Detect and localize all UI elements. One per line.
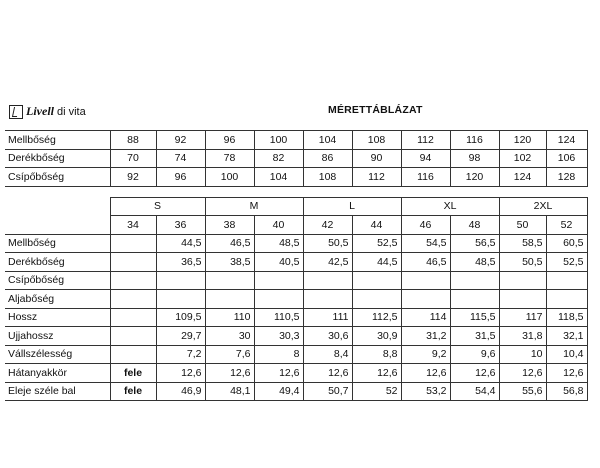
measure-cell: 109,5 <box>156 308 205 327</box>
measure-cell: 31,5 <box>450 327 499 346</box>
size-number: 44 <box>352 216 401 235</box>
measure-cell: 117 <box>499 308 546 327</box>
measure-cell: 94 <box>401 149 450 168</box>
measure-cell: 12,6 <box>450 364 499 383</box>
measure-cell: 112,5 <box>352 308 401 327</box>
measure-cell: 44,5 <box>352 253 401 272</box>
row-label: Derékbőség <box>5 253 110 272</box>
measure-cell <box>352 290 401 309</box>
row-label: Csípőbőség <box>5 168 110 187</box>
measure-cell <box>205 290 254 309</box>
corner-cell <box>5 216 110 235</box>
note-cell <box>110 253 156 272</box>
size-group-header: XL <box>401 197 499 216</box>
measure-cell: 46,9 <box>156 382 205 401</box>
measure-cell: 86 <box>303 149 352 168</box>
measure-cell: 56,5 <box>450 234 499 253</box>
measure-cell <box>499 271 546 290</box>
size-number: 38 <box>205 216 254 235</box>
measure-cell <box>401 290 450 309</box>
measure-cell <box>205 271 254 290</box>
brand-logo <box>9 104 86 119</box>
note-cell: fele <box>110 382 156 401</box>
brand-sub: di vita <box>56 105 86 118</box>
measure-cell: 111 <box>303 308 352 327</box>
measure-cell: 74 <box>156 149 205 168</box>
measure-cell <box>499 290 546 309</box>
size-number: 42 <box>303 216 352 235</box>
measure-cell: 48,1 <box>205 382 254 401</box>
measure-cell: 12,6 <box>156 364 205 383</box>
measure-cell <box>156 271 205 290</box>
measure-cell: 96 <box>205 131 254 150</box>
size-number: 46 <box>401 216 450 235</box>
row-label: Ujjahossz <box>5 327 110 346</box>
note-cell <box>110 271 156 290</box>
measure-cell: 58,5 <box>499 234 546 253</box>
measure-cell: 104 <box>254 168 303 187</box>
garment-measure-row <box>5 327 587 346</box>
header <box>5 97 587 130</box>
measure-cell: 70 <box>110 149 156 168</box>
measure-cell: 30,3 <box>254 327 303 346</box>
garment-measure-row <box>5 234 587 253</box>
measure-cell: 54,4 <box>450 382 499 401</box>
measure-cell: 118,5 <box>546 308 587 327</box>
size-number: 48 <box>450 216 499 235</box>
measure-cell: 50,5 <box>303 234 352 253</box>
note-cell <box>110 327 156 346</box>
measure-cell: 29,7 <box>156 327 205 346</box>
measure-cell: 102 <box>499 149 546 168</box>
body-measure-row <box>5 168 587 187</box>
measure-cell: 30 <box>205 327 254 346</box>
measure-cell: 8,4 <box>303 345 352 364</box>
measure-cell <box>546 271 587 290</box>
measure-cell: 7,6 <box>205 345 254 364</box>
measure-cell <box>401 271 450 290</box>
measure-cell: 8,8 <box>352 345 401 364</box>
garment-measure-row <box>5 345 587 364</box>
size-chart-sheet <box>5 97 587 401</box>
garment-measure-row <box>5 290 587 309</box>
size-group-header: M <box>205 197 303 216</box>
row-label: Mellbőség <box>5 234 110 253</box>
measure-cell: 78 <box>205 149 254 168</box>
garment-measure-row <box>5 382 587 401</box>
measure-cell: 92 <box>156 131 205 150</box>
row-label: Eleje széle bal <box>5 382 110 401</box>
measure-cell: 115,5 <box>450 308 499 327</box>
measure-cell: 100 <box>205 168 254 187</box>
note-cell <box>110 234 156 253</box>
measure-cell: 128 <box>546 168 587 187</box>
measure-cell: 104 <box>303 131 352 150</box>
spacer-row <box>5 186 587 197</box>
size-table <box>5 130 588 401</box>
measure-cell: 114 <box>401 308 450 327</box>
measure-cell <box>156 290 205 309</box>
measure-cell: 108 <box>352 131 401 150</box>
measure-cell: 46,5 <box>205 234 254 253</box>
measure-cell: 124 <box>546 131 587 150</box>
measure-cell: 108 <box>303 168 352 187</box>
measure-cell: 12,6 <box>254 364 303 383</box>
measure-cell <box>450 290 499 309</box>
measure-cell: 38,5 <box>205 253 254 272</box>
size-number: 52 <box>546 216 587 235</box>
measure-cell: 120 <box>450 168 499 187</box>
measure-cell: 31,2 <box>401 327 450 346</box>
row-label: Hossz <box>5 308 110 327</box>
measure-cell: 12,6 <box>205 364 254 383</box>
measure-cell <box>546 290 587 309</box>
measure-cell: 10 <box>499 345 546 364</box>
note-cell <box>110 308 156 327</box>
measure-cell: 100 <box>254 131 303 150</box>
row-label: Vállszélesség <box>5 345 110 364</box>
measure-cell: 36,5 <box>156 253 205 272</box>
measure-cell: 50,5 <box>499 253 546 272</box>
measure-cell: 44,5 <box>156 234 205 253</box>
spacer-cell <box>5 186 587 197</box>
size-number: 34 <box>110 216 156 235</box>
body-measure-row <box>5 131 587 150</box>
measure-cell: 82 <box>254 149 303 168</box>
measure-cell: 12,6 <box>303 364 352 383</box>
page-title: MÉRETTÁBLÁZAT <box>328 104 423 116</box>
row-label: Mellbőség <box>5 131 110 150</box>
measure-cell: 9,6 <box>450 345 499 364</box>
measure-cell: 12,6 <box>546 364 587 383</box>
measure-cell: 12,6 <box>352 364 401 383</box>
measure-cell: 53,2 <box>401 382 450 401</box>
garment-measure-row <box>5 308 587 327</box>
body-measure-row <box>5 149 587 168</box>
measure-cell: 30,9 <box>352 327 401 346</box>
measure-cell: 52 <box>352 382 401 401</box>
measure-cell: 12,6 <box>499 364 546 383</box>
measure-cell: 112 <box>401 131 450 150</box>
size-number: 50 <box>499 216 546 235</box>
measure-cell: 7,2 <box>156 345 205 364</box>
measure-cell: 90 <box>352 149 401 168</box>
measure-cell <box>450 271 499 290</box>
measure-cell: 56,8 <box>546 382 587 401</box>
measure-cell: 92 <box>110 168 156 187</box>
measure-cell: 10,4 <box>546 345 587 364</box>
measure-cell <box>303 271 352 290</box>
measure-cell: 40,5 <box>254 253 303 272</box>
brand-name: Livell <box>26 104 54 118</box>
measure-cell: 124 <box>499 168 546 187</box>
size-group-row <box>5 197 587 216</box>
measure-cell: 98 <box>450 149 499 168</box>
measure-cell: 110 <box>205 308 254 327</box>
garment-measure-row <box>5 271 587 290</box>
measure-cell: 52,5 <box>546 253 587 272</box>
measure-cell: 42,5 <box>303 253 352 272</box>
measure-cell: 88 <box>110 131 156 150</box>
row-label: Csípőbőség <box>5 271 110 290</box>
measure-cell: 116 <box>450 131 499 150</box>
measure-cell: 46,5 <box>401 253 450 272</box>
note-cell <box>110 345 156 364</box>
measure-cell: 8 <box>254 345 303 364</box>
measure-cell: 32,1 <box>546 327 587 346</box>
measure-cell: 49,4 <box>254 382 303 401</box>
size-group-header: L <box>303 197 401 216</box>
measure-cell: 110,5 <box>254 308 303 327</box>
measure-cell: 30,6 <box>303 327 352 346</box>
measure-cell: 116 <box>401 168 450 187</box>
corner-cell <box>5 197 110 216</box>
measure-cell: 60,5 <box>546 234 587 253</box>
measure-cell: 112 <box>352 168 401 187</box>
row-label: Aljabőség <box>5 290 110 309</box>
size-number-row <box>5 216 587 235</box>
size-number: 36 <box>156 216 205 235</box>
garment-measure-row <box>5 364 587 383</box>
size-group-header: 2XL <box>499 197 587 216</box>
logo-icon <box>9 105 23 119</box>
measure-cell <box>352 271 401 290</box>
note-cell <box>110 290 156 309</box>
measure-cell: 50,7 <box>303 382 352 401</box>
measure-cell: 9,2 <box>401 345 450 364</box>
size-number: 40 <box>254 216 303 235</box>
measure-cell: 48,5 <box>450 253 499 272</box>
measure-cell: 96 <box>156 168 205 187</box>
row-label: Hátanyakkör <box>5 364 110 383</box>
note-cell: fele <box>110 364 156 383</box>
measure-cell: 120 <box>499 131 546 150</box>
row-label: Derékbőség <box>5 149 110 168</box>
garment-measure-row <box>5 253 587 272</box>
measure-cell: 48,5 <box>254 234 303 253</box>
measure-cell: 106 <box>546 149 587 168</box>
measure-cell: 31,8 <box>499 327 546 346</box>
measure-cell <box>303 290 352 309</box>
measure-cell: 54,5 <box>401 234 450 253</box>
measure-cell: 12,6 <box>401 364 450 383</box>
measure-cell <box>254 290 303 309</box>
measure-cell <box>254 271 303 290</box>
measure-cell: 55,6 <box>499 382 546 401</box>
measure-cell: 52,5 <box>352 234 401 253</box>
size-group-header: S <box>110 197 205 216</box>
